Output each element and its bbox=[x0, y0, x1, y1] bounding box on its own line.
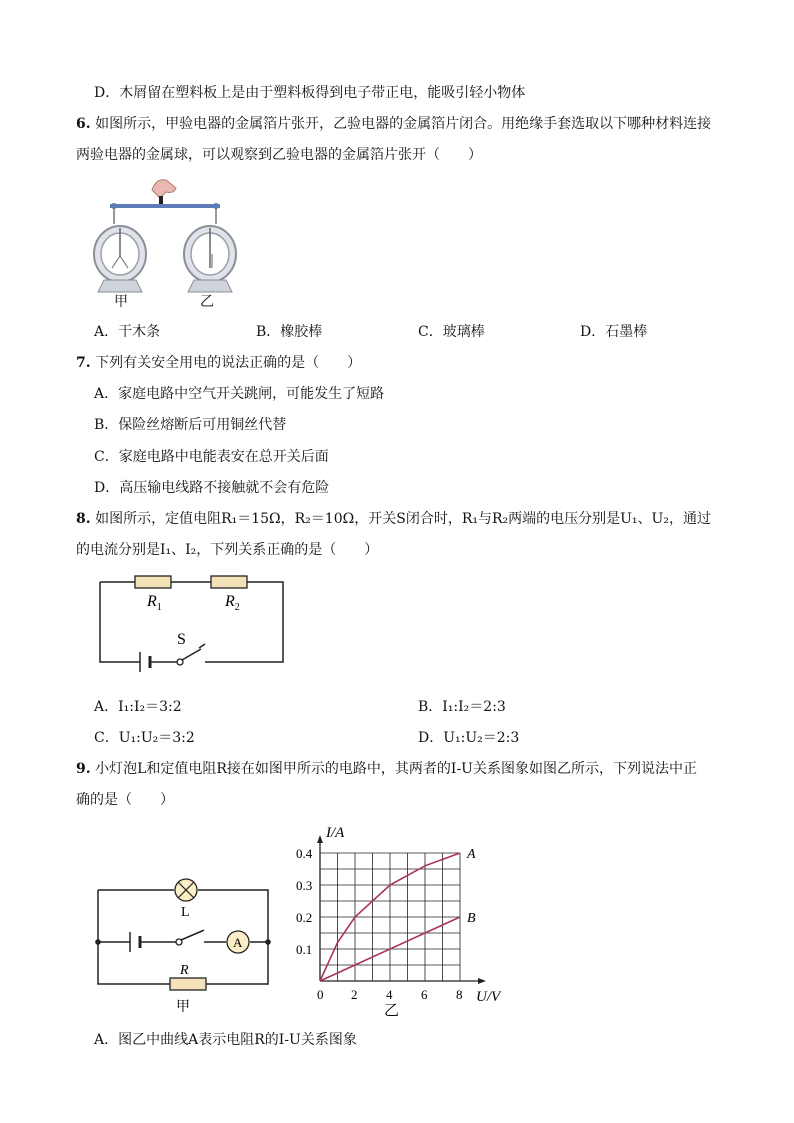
r1-label: $R_1$ bbox=[147, 593, 162, 613]
q8-stem-line2: 的电流分别是I₁、I₂，下列关系正确的是（ ） bbox=[76, 542, 379, 558]
svg-text:A: A bbox=[233, 935, 243, 950]
q6-number: 6. bbox=[76, 116, 91, 132]
q7-option-c: C．家庭电路中电能表安在总开关后面 bbox=[94, 449, 329, 465]
q7-option-b: B．保险丝熔断后可用铜丝代替 bbox=[94, 417, 287, 433]
x-tick-label: 4 bbox=[386, 987, 393, 1002]
y-tick-label: 0.2 bbox=[296, 910, 313, 925]
q9-number: 9. bbox=[76, 761, 91, 777]
q9-stem-text1: 小灯泡L和定值电阻R接在如图甲所示的电路中，其两者的I-U关系图象如图乙所示，下列说法中正 bbox=[95, 761, 697, 777]
q8-option-d: D．U₁:U₂＝2:3 bbox=[418, 730, 520, 746]
y-tick-label: 0.4 bbox=[296, 846, 313, 861]
series-label-B: B bbox=[467, 911, 476, 926]
y-axis-arrow bbox=[317, 835, 323, 843]
x-tick-label: 0 bbox=[317, 987, 324, 1002]
q9-stem-line2: 确的是（ ） bbox=[76, 792, 174, 808]
hand-icon bbox=[152, 180, 176, 206]
q5-option-d: D．木屑留在塑料板上是由于塑料板得到电子带正电，能吸引轻小物体 bbox=[94, 85, 526, 101]
resistor-r bbox=[170, 978, 206, 990]
series-circuit-figure bbox=[95, 570, 290, 675]
q8-option-a: A．I₁:I₂＝3:2 bbox=[94, 699, 182, 715]
label-jia: 甲 bbox=[114, 294, 128, 310]
chart-caption: 乙 bbox=[384, 1003, 400, 1019]
x-axis-arrow bbox=[478, 978, 486, 984]
resistor-r2 bbox=[211, 576, 247, 588]
chart-x-axis-label: U/V bbox=[476, 989, 501, 1005]
q8-stem-text1: 如图所示，定值电阻R₁＝15Ω，R₂＝10Ω，开关S闭合时，R₁与R₂两端的电压分别是U₁、U₂，通过 bbox=[95, 511, 711, 527]
x-tick-label: 8 bbox=[456, 987, 463, 1002]
q6-option-a: A．干木条 bbox=[94, 324, 161, 340]
connecting-rod bbox=[110, 204, 220, 208]
chart-axes bbox=[317, 835, 486, 984]
ammeter-icon bbox=[227, 931, 249, 953]
series-label-A: A bbox=[467, 847, 476, 862]
q6-option-d: D．石墨棒 bbox=[580, 324, 648, 340]
q8-number: 8. bbox=[76, 511, 91, 527]
q6-stem-line2: 两验电器的金属球，可以观察到乙验电器的金属箔片张开（ ） bbox=[76, 147, 482, 163]
switch-lever bbox=[181, 931, 202, 940]
q6-option-c: C．玻璃棒 bbox=[418, 324, 485, 340]
q7-stem bbox=[76, 353, 361, 373]
q6-option-b: B．橡胶棒 bbox=[256, 324, 323, 340]
chart-grid bbox=[320, 853, 460, 981]
chart-series bbox=[320, 847, 476, 981]
q8-option-b: B．I₁:I₂＝2:3 bbox=[418, 699, 506, 715]
circuit-caption: 甲 bbox=[176, 1000, 190, 1015]
y-tick-label: 0.3 bbox=[296, 878, 313, 893]
q7-number: 7. bbox=[76, 355, 91, 371]
q6-stem-line1 bbox=[76, 114, 711, 134]
q8-option-c: C．U₁:U₂＝3:2 bbox=[94, 730, 195, 746]
q9-stem-line1 bbox=[76, 759, 697, 779]
resistor-label: R bbox=[180, 963, 189, 978]
x-tick-label: 6 bbox=[421, 987, 428, 1002]
iu-chart bbox=[290, 815, 510, 1020]
q6-stem-text1: 如图所示，甲验电器的金属箔片张开，乙验电器的金属箔片闭合。用绝缘手套选取以下哪种材料连接 bbox=[95, 116, 712, 132]
electroscope-jia bbox=[94, 208, 146, 292]
switch-lever bbox=[182, 649, 201, 660]
chart-y-axis-label: I/A bbox=[326, 825, 345, 841]
q7-option-d: D．高压输电线路不接触就不会有危险 bbox=[94, 480, 330, 496]
q7-option-a: A．家庭电路中空气开关跳闸，可能发生了短路 bbox=[94, 386, 385, 402]
lamp-resistor-circuit-figure bbox=[90, 868, 275, 1018]
q8-stem-line1 bbox=[76, 509, 711, 529]
switch-label: S bbox=[177, 631, 186, 648]
y-tick-label: 0.1 bbox=[296, 942, 313, 957]
electroscope-figure bbox=[90, 172, 250, 312]
lamp-label: L bbox=[181, 905, 190, 920]
electroscope-yi bbox=[184, 208, 236, 292]
q9-option-a: A．图乙中曲线A表示电阻R的I-U关系图象 bbox=[94, 1032, 357, 1048]
lamp-icon bbox=[175, 879, 197, 901]
q7-stem-text: 下列有关安全用电的说法正确的是（ ） bbox=[95, 355, 362, 371]
label-yi: 乙 bbox=[200, 294, 214, 310]
x-tick-label: 2 bbox=[351, 987, 358, 1002]
r2-label: $R_2$ bbox=[225, 593, 240, 613]
resistor-r1 bbox=[135, 576, 171, 588]
